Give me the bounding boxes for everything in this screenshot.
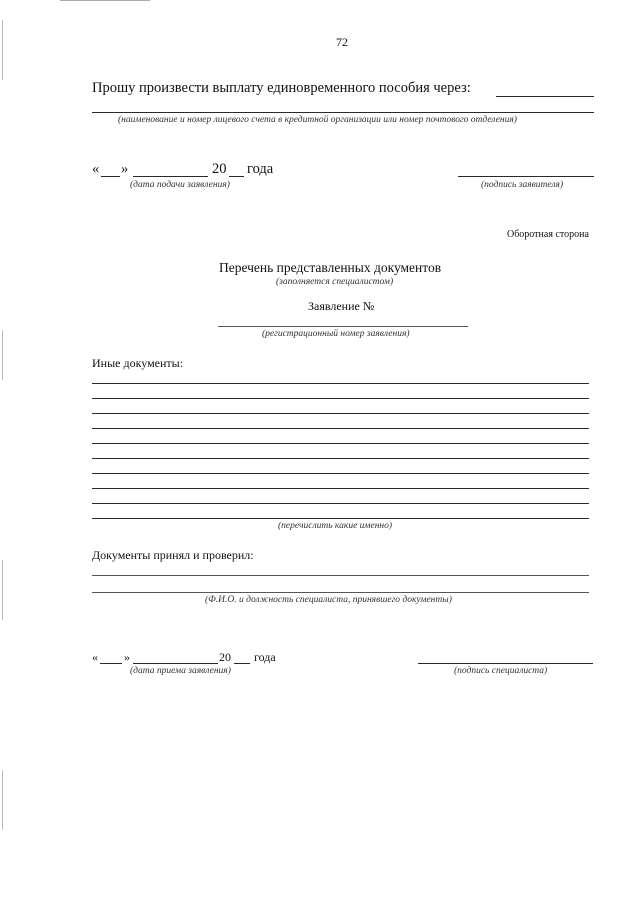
scan-edge-mark bbox=[2, 20, 3, 80]
application-date-year-word: года bbox=[247, 161, 274, 177]
application-date-open-quote: « bbox=[92, 161, 100, 177]
application-date-caption: (дата подачи заявления) bbox=[130, 180, 230, 190]
registration-number-field[interactable] bbox=[218, 326, 468, 327]
application-date-close-quote: » bbox=[121, 161, 129, 177]
acceptance-date-open-quote: « bbox=[92, 650, 98, 664]
other-documents-line[interactable] bbox=[92, 383, 589, 384]
scan-edge-mark bbox=[60, 0, 150, 1]
applicant-signature-caption: (подпись заявителя) bbox=[481, 180, 564, 190]
reverse-side-label: Оборотная сторона bbox=[507, 229, 589, 240]
acceptance-date-year-word: года bbox=[254, 650, 276, 664]
payment-request-text: Прошу произвести выплату единовременного пособия через: bbox=[92, 80, 471, 96]
other-documents-line[interactable] bbox=[92, 443, 589, 444]
other-documents-line[interactable] bbox=[92, 473, 589, 474]
specialist-signature-field[interactable] bbox=[418, 663, 593, 664]
acceptance-date-century: 20 bbox=[219, 650, 231, 664]
specialist-position-line[interactable] bbox=[92, 592, 589, 593]
account-details-caption: (наименование и номер лицевого счета в кредитной организации или номер почтового отделения) bbox=[118, 115, 517, 125]
application-month-field[interactable] bbox=[133, 176, 208, 177]
application-year-field[interactable] bbox=[229, 176, 244, 177]
other-documents-line[interactable] bbox=[92, 503, 589, 504]
scan-edge-mark bbox=[2, 770, 3, 830]
acceptance-day-field[interactable] bbox=[100, 663, 122, 664]
scan-edge-mark bbox=[2, 330, 3, 380]
documents-list-title: Перечень представленных документов bbox=[219, 260, 442, 275]
acceptance-caption: (Ф.И.О. и должность специалиста, принявшего документы) bbox=[205, 595, 452, 605]
other-documents-label: Иные документы: bbox=[92, 356, 184, 370]
other-documents-line[interactable] bbox=[92, 428, 589, 429]
scan-edge-mark bbox=[2, 560, 3, 620]
acceptance-year-field[interactable] bbox=[234, 663, 250, 664]
acceptance-label: Документы принял и проверил: bbox=[92, 548, 254, 562]
documents-list-subtitle: (заполняется специалистом) bbox=[276, 277, 394, 287]
other-documents-caption: (перечислить какие именно) bbox=[278, 521, 393, 531]
other-documents-line[interactable] bbox=[92, 488, 589, 489]
applicant-signature-field[interactable] bbox=[458, 176, 594, 177]
acceptance-date-caption: (дата приема заявления) bbox=[130, 666, 231, 676]
account-details-field[interactable] bbox=[92, 112, 594, 113]
application-day-field[interactable] bbox=[101, 176, 120, 177]
application-number-label: Заявление № bbox=[308, 299, 375, 313]
application-date-century: 20 bbox=[212, 161, 227, 177]
specialist-name-line[interactable] bbox=[92, 575, 589, 576]
page-number: 72 bbox=[336, 35, 348, 49]
other-documents-line[interactable] bbox=[92, 458, 589, 459]
other-documents-line[interactable] bbox=[92, 518, 589, 519]
payment-method-field[interactable] bbox=[496, 96, 594, 97]
other-documents-line[interactable] bbox=[92, 413, 589, 414]
specialist-signature-caption: (подпись специалиста) bbox=[454, 666, 548, 676]
acceptance-date-close-quote: » bbox=[124, 650, 130, 664]
other-documents-line[interactable] bbox=[92, 398, 589, 399]
registration-number-caption: (регистрационный номер заявления) bbox=[262, 329, 410, 339]
acceptance-month-field[interactable] bbox=[133, 663, 218, 664]
